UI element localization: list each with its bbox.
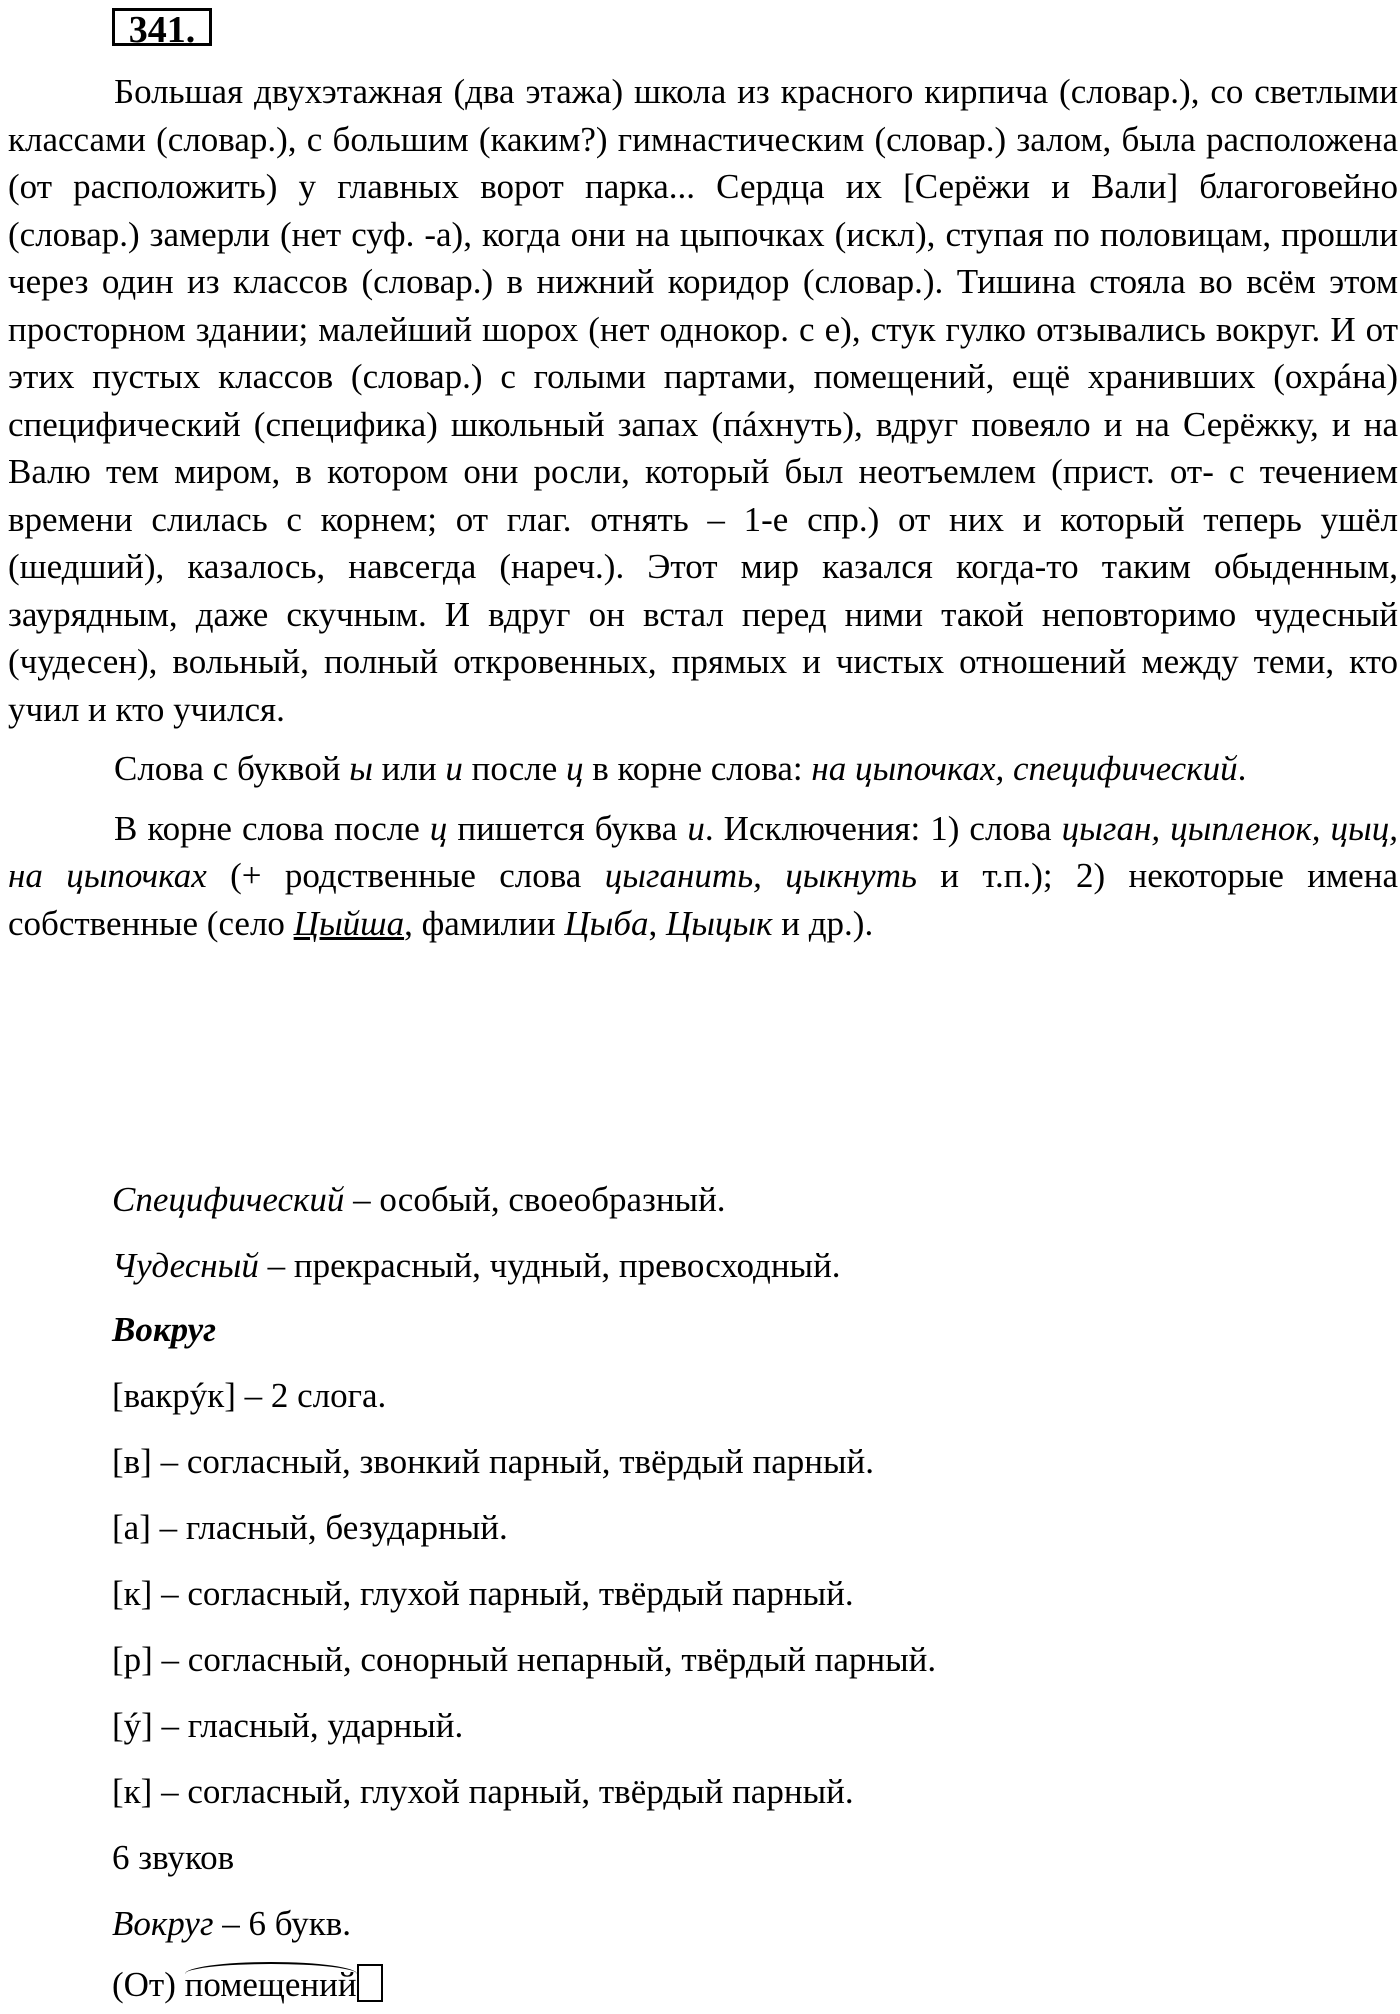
main-text — [8, 68, 1398, 947]
morpheme-line: (От) помещений — [112, 1962, 383, 2005]
transcription: [вакрýк] – 2 слога. — [112, 1376, 387, 1415]
sound-2: [а] – гласный, безударный. — [112, 1508, 508, 1547]
paragraph-2: Слова с буквой ы или и после ц в корне слова: на цыпочках, специфический. — [114, 749, 1247, 788]
definition-2: Чудесный – прекрасный, чудный, превосходный. — [112, 1246, 841, 1285]
ending-box — [357, 1964, 383, 2002]
sound-3: [к] – согласный, глухой парный, твёрдый парный. — [112, 1574, 854, 1613]
paragraph-3: В корне слова после ц пишется буква и. Исключения: 1) слова цыган, цыпленок, цыц, на цыпочках (+ родственные слова цыганить, цыкнуть и т.п.); 2) некоторые имена собственные (село Цыйша, фамилии Цыба, Цыцык и др.). — [8, 808, 1398, 943]
sound-count: 6 звуков — [112, 1838, 235, 1877]
definition-1: Специфический – особый, своеобразный. — [112, 1180, 726, 1219]
sound-4: [р] – согласный, сонорный непарный, твёрдый парный. — [112, 1640, 937, 1679]
sound-5: [ý] – гласный, ударный. — [112, 1706, 464, 1745]
analysis-heading: Вокруг — [112, 1310, 217, 1349]
sound-1: [в] – согласный, звонкий парный, твёрдый парный. — [112, 1442, 874, 1481]
root-word: помещений — [185, 1962, 357, 2005]
letter-count: Вокруг – 6 букв. — [112, 1904, 351, 1943]
exercise-number: 341. — [112, 8, 212, 46]
sound-6: [к] – согласный, глухой парный, твёрдый парный. — [112, 1772, 854, 1811]
paragraph-1: Большая двухэтажная (два этажа) школа из красного кирпича (словар.), со светлыми классами (словар.), с большим (каким?) гимнастическим (словар.) залом, была расположена (от расположить) у главных ворот парка... Сердца их [Серёжи и Вали] благоговейно (словар.) замерли (нет суф. -а), когда они на цыпочках (искл), ступая по половицам, прошли через один из классов (словар.) в нижний коридор (словар.). Тишина стояла во всём этом просторном здании; малейший шорох (нет однокор. с е), стук гулко отзывались вокруг. И от этих пустых классов (словар.) с голыми партами, помещений, ещё хранивших (охрáна) специфический (специфика) школьный запах (пáхнуть), вдруг повеяло и на Серёжку, и на Валю тем миром, в котором они росли, который был неотъемлем (прист. от- с течением времени слилась с корнем; от глаг. отнять – 1-е спр.) от них и который теперь ушёл (шедший), казалось, навсегда (нареч.). Этот мир казался когда-то таким обыденным, заурядным, даже скучным. И вдруг он встал перед ними такой неповторимо чудесный (чудесен), вольный, полный откровенных, прямых и чистых отношений между теми, кто учил и кто учился. — [8, 72, 1398, 729]
